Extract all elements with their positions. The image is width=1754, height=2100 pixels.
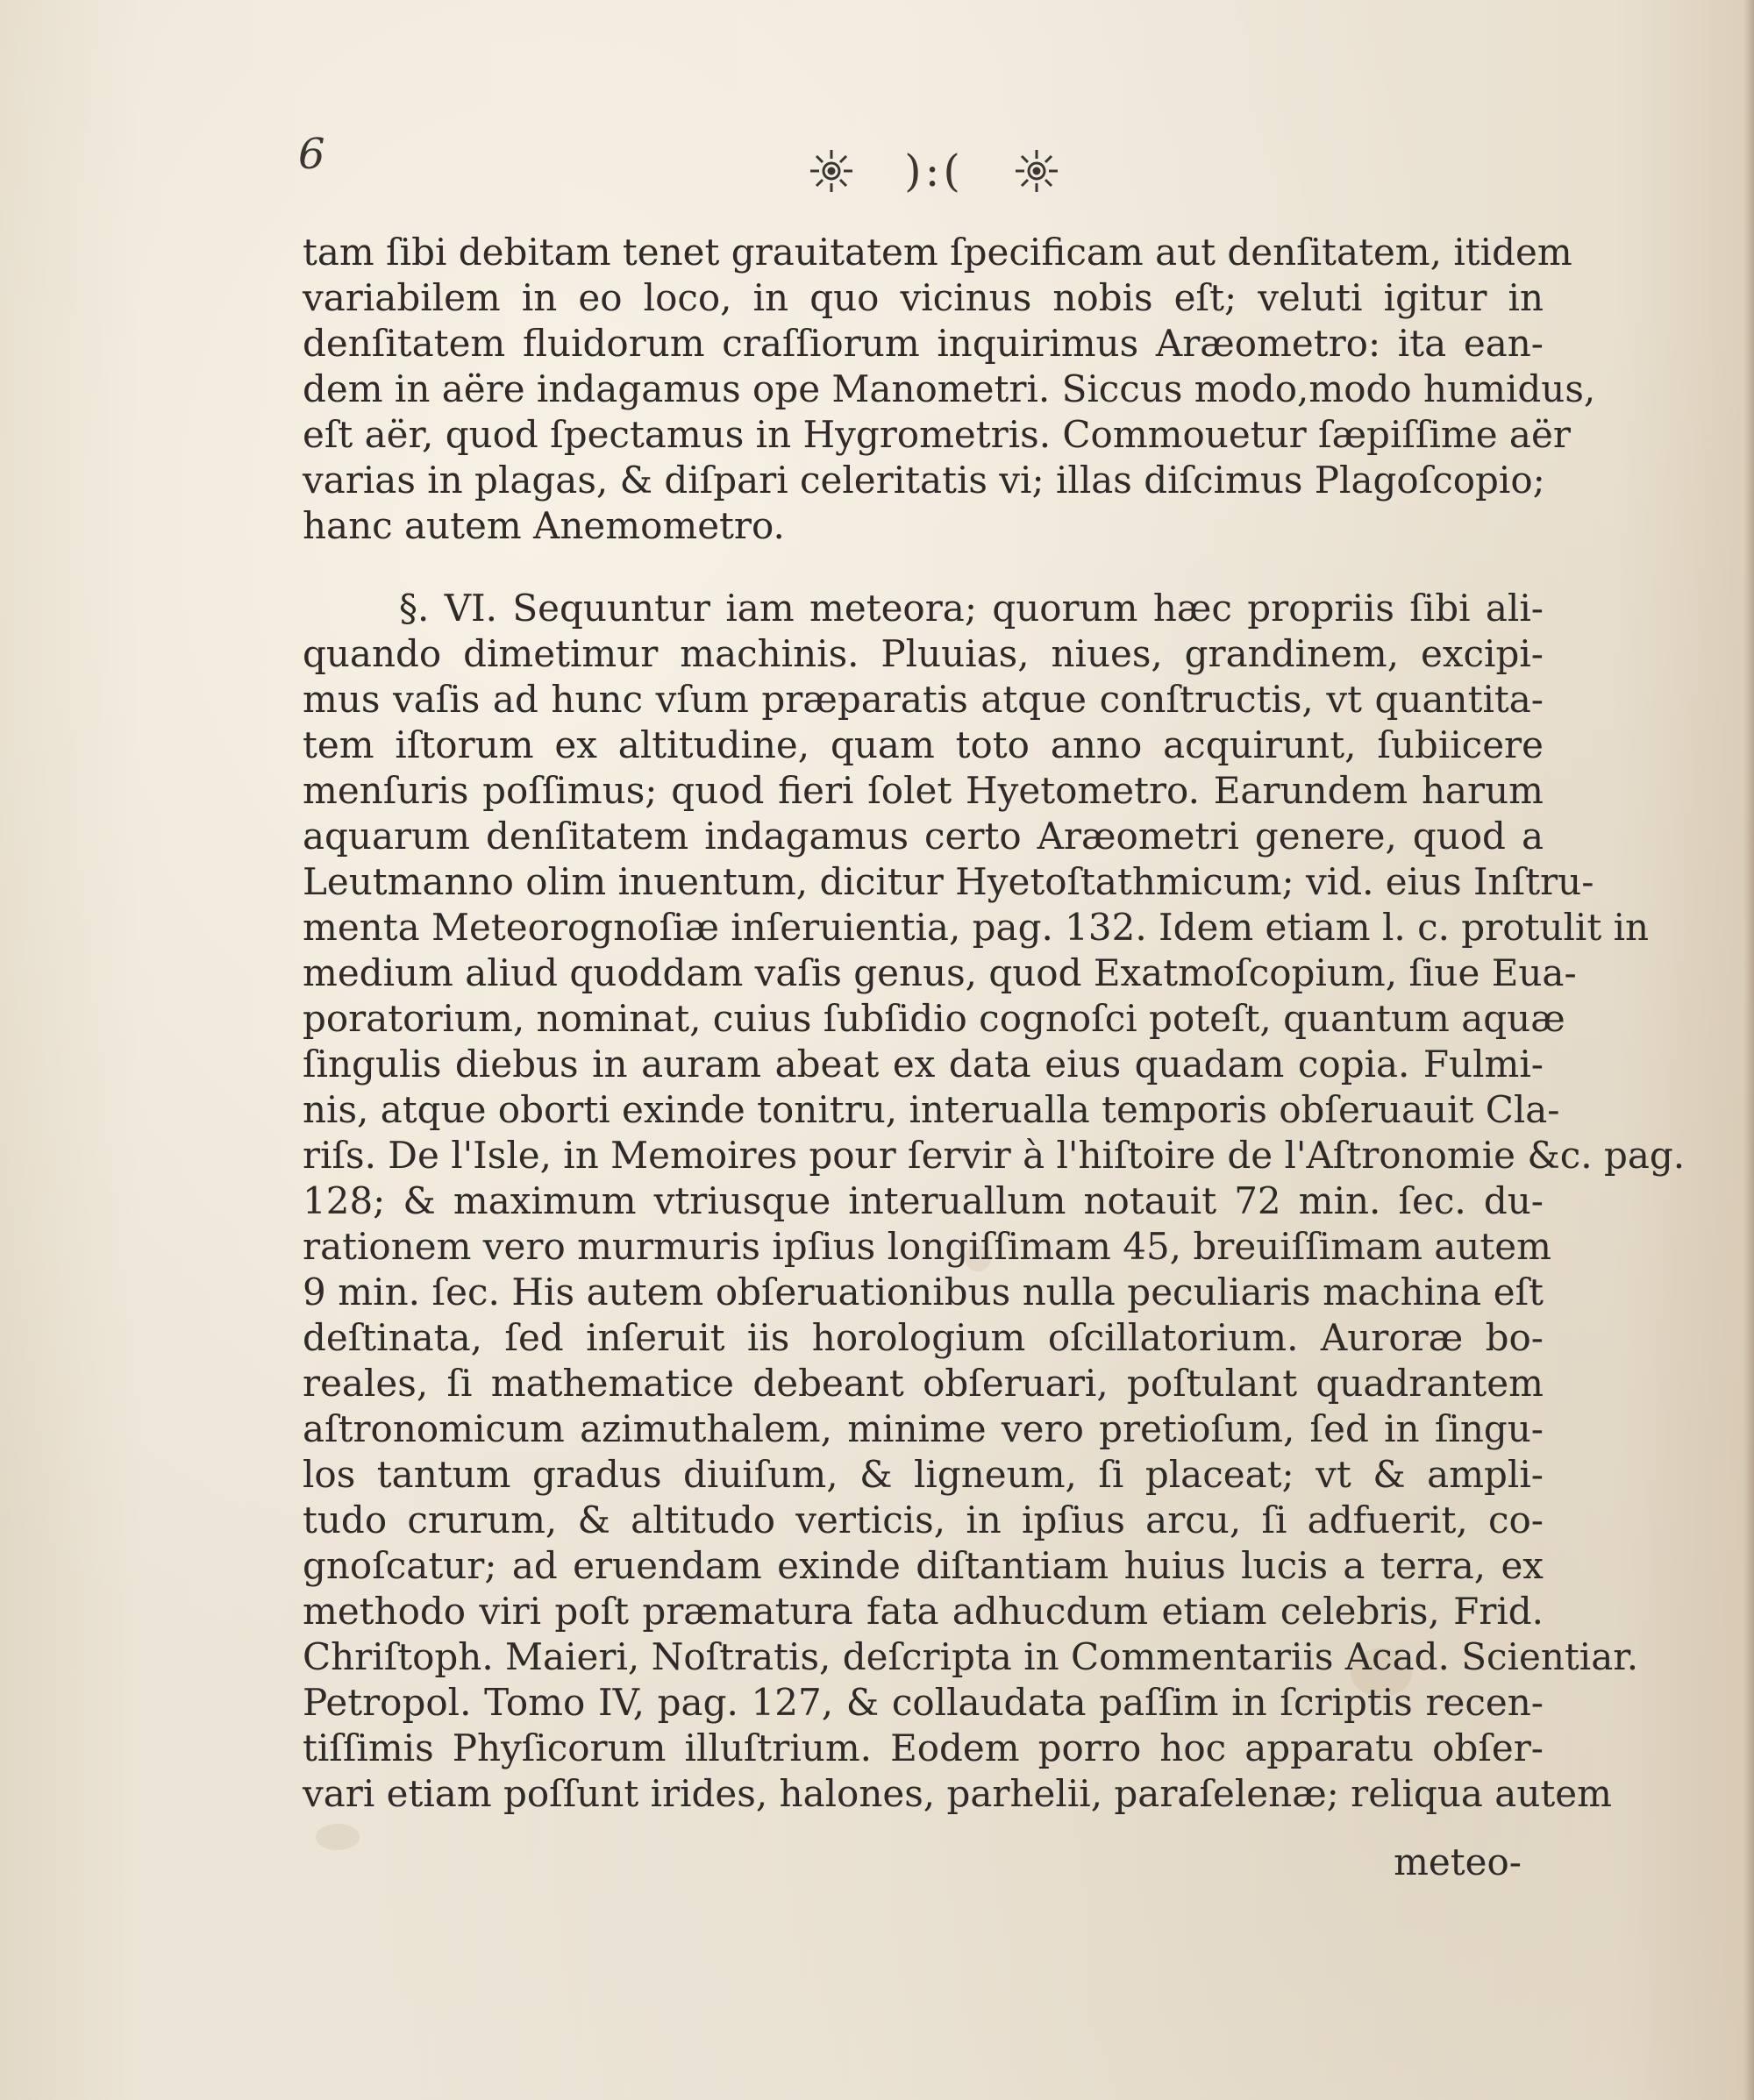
- text-line: methodo viri poſt præmatura fata adhucdum etiam celebris, Frid.: [303, 1590, 1544, 1633]
- text-line: medium aliud quoddam vaſis genus, quod Exatmoſcopium, ſiue Eua-: [303, 951, 1577, 994]
- text-line: variabilem in eo loco, in quo vicinus nobis eſt; veluti igitur in: [303, 276, 1544, 319]
- text-line: gnoſcatur; ad eruendam exinde diſtantiam huius lucis a terra, ex: [303, 1544, 1544, 1587]
- text-line: aſtronomicum azimuthalem, minime vero pretioſum, ſed in ſingu-: [303, 1407, 1544, 1450]
- text-line: rationem vero murmuris ipſius longiſſimam 45, breuiſſimam autem: [303, 1225, 1551, 1268]
- center-ornament: ):(: [904, 146, 964, 196]
- text-line: varias in plagas, & diſpari celeritatis vi; illas diſcimus Plagoſcopio;: [303, 459, 1545, 502]
- text-line: eſt aër, quod ſpectamus in Hygrometris. Commouetur ſæpiſſime aër: [303, 413, 1571, 456]
- text-line: tudo crurum, & altitudo verticis, in ipſius arcu, ſi adfuerit, co-: [303, 1498, 1544, 1541]
- foxing-spot: [316, 1824, 360, 1850]
- text-line: dem in aëre indagamus ope Manometri. Siccus modo,modo humidus,: [303, 367, 1596, 410]
- text-line: los tantum gradus diuiſum, & ligneum, ſi placeat; vt & ampli-: [303, 1453, 1544, 1496]
- text-line: poratorium, nominat, cuius ſubſidio cognoſci poteſt, quantum aquæ: [303, 997, 1565, 1040]
- header-ornament: [807, 140, 1061, 202]
- text-line: Chriſtoph. Maieri, Noſtratis, deſcripta in Commentariis Acad. Scientiar.: [303, 1635, 1639, 1678]
- text-line: hanc autem Anemometro.: [303, 504, 785, 547]
- text-line: denſitatem fluidorum craſſiorum inquirimus Aræometro: ita ean-: [303, 322, 1544, 365]
- text-line: nis, atque oborti exinde tonitru, interualla temporis obſeruauit Cla-: [303, 1088, 1560, 1131]
- text-line: Leutmanno olim inuentum, dicitur Hyetoſtathmicum; vid. eius Inſtru-: [303, 860, 1594, 903]
- page-number: 6: [298, 130, 325, 179]
- text-line: deſtinata, ſed inſeruit iis horologium oſcillatorium. Auroræ bo-: [303, 1316, 1544, 1359]
- left-flower-ornament-icon: [807, 146, 856, 196]
- text-line: reales, ſi mathematice debeant obſeruari, poſtulant quadrantem: [303, 1362, 1544, 1405]
- text-line: vari etiam poſſunt irides, halones, parhelii, paraſelenæ; reliqua autem: [303, 1772, 1612, 1815]
- text-line: ſingulis diebus in auram abeat ex data eius quadam copia. Fulmi-: [303, 1043, 1544, 1086]
- text-line: 128; & maximum vtriusque interuallum notauit 72 min. ſec. du-: [303, 1179, 1544, 1222]
- text-line: Petropol. Tomo IV, pag. 127, & collaudata paſſim in ſcriptis recen-: [303, 1681, 1544, 1724]
- text-line: aquarum denſitatem indagamus certo Aræometri genere, quod a: [303, 815, 1544, 858]
- text-line: tem iſtorum ex altitudine, quam toto anno acquirunt, ſubiicere: [303, 723, 1544, 766]
- paragraph-continued: [303, 230, 1596, 549]
- paragraph-section-vi: [303, 586, 1686, 1817]
- section-heading-line: §. VI. Sequuntur iam meteora; quorum hæc propriis ſibi ali-: [399, 587, 1544, 630]
- text-line: quando dimetimur machinis. Pluuias, niues, grandinem, excipi-: [303, 632, 1544, 675]
- text-line: mus vaſis ad hunc vſum præparatis atque conſtructis, vt quantita-: [303, 678, 1544, 721]
- text-line: menta Meteorognoſiæ inſeruientia, pag. 132. Idem etiam l. c. protulit in: [303, 906, 1650, 949]
- catchword: meteo-: [1394, 1840, 1522, 1883]
- text-line: tam ſibi debitam tenet grauitatem ſpecificam aut denſitatem, itidem: [303, 231, 1572, 274]
- text-line: menſuris poſſimus; quod fieri ſolet Hyetometro. Earundem harum: [303, 769, 1544, 812]
- text-line: tiſſimis Phyſicorum illuſtrium. Eodem porro hoc apparatu obſer-: [303, 1726, 1544, 1769]
- text-line: riſs. De l'Isle, in Memoires pour ſervir à l'hiſtoire de l'Aſtronomie &c. pag.: [303, 1134, 1686, 1177]
- page-edge-shadow: [1743, 0, 1754, 2100]
- text-line: 9 min. ſec. His autem obſeruationibus nulla peculiaris machina eſt: [303, 1271, 1544, 1313]
- right-flower-ornament-icon: [1012, 146, 1061, 196]
